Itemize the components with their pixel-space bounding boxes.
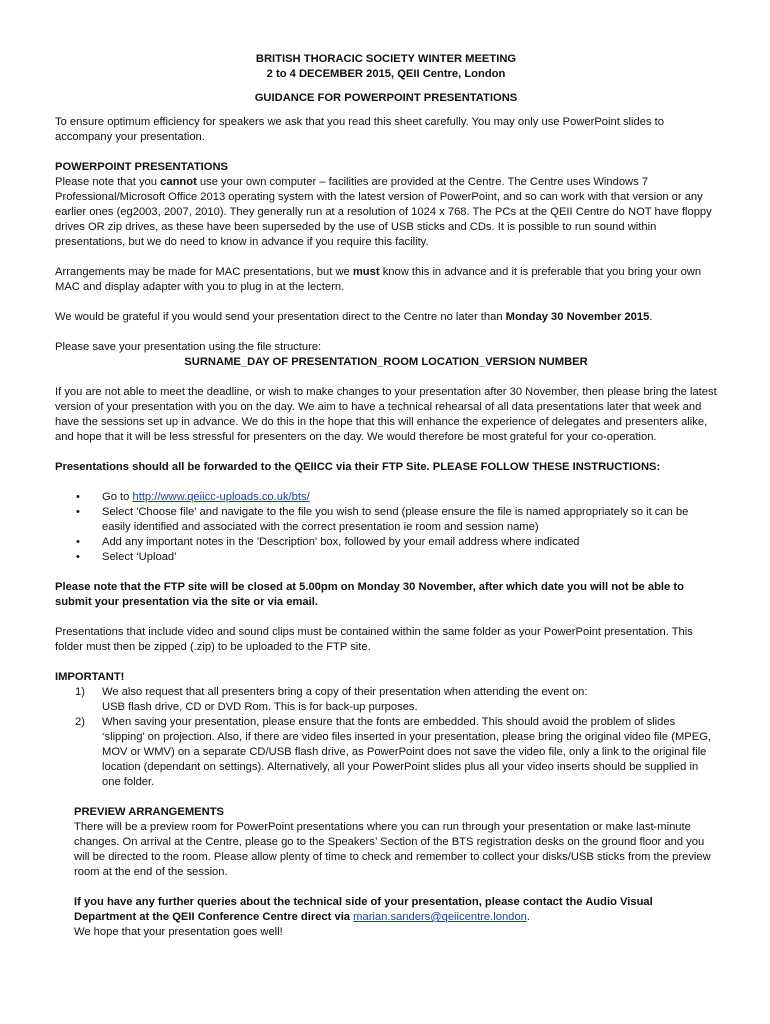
ftp-instructions-heading: Presentations should all be forwarded to the QEIICC via their FTP Site. PLEASE FOLLOW THESE INSTRUCTIONS: <box>55 461 661 473</box>
preview-heading: PREVIEW ARRANGEMENTS <box>74 806 225 818</box>
deadline-date: Monday 30 November 2015 <box>505 311 650 323</box>
powerpoint-heading: POWERPOINT PRESENTATIONS <box>55 161 229 173</box>
video-paragraph: Presentations that include video and sound clips must be contained within the same folder as your PowerPoint presentation. This folder must then be zipped (.zip) to be uploaded to the FTP site. <box>55 626 693 653</box>
file-structure-pattern: SURNAME_DAY OF PRESENTATION_ROOM LOCATION_VERSION NUMBER <box>184 356 588 368</box>
ftp-steps-list <box>55 490 717 565</box>
ftp-upload-link[interactable]: http://www.qeiicc-uploads.co.uk/bts/ <box>132 491 310 503</box>
important-list <box>55 685 717 790</box>
meeting-title: BRITISH THORACIC SOCIETY WINTER MEETING <box>255 53 517 65</box>
mac-paragraph: Arrangements may be made for MAC presentations, but we must know this in advance and it is preferable that you bring your own MAC and display adapter with you to plug in at the lectern. <box>55 266 702 293</box>
bullet-icon: • <box>76 491 80 503</box>
must-emphasis: must <box>352 266 380 278</box>
intro-paragraph: To ensure optimum efficiency for speakers we ask that you read this sheet carefully. You may only use PowerPoint slides to accompany your presentation. <box>55 116 664 143</box>
late-submission-paragraph: If you are not able to meet the deadline, or wish to make changes to your presentation after 30 November, then please bring the latest version of your presentation with you on the day. We aim to have a technical rehearsal of all data presentations later that week and have the sessions set up in advance. We do this in the hope that this will enhance the experience of delegates and presenters alike, and hope that it will be less stressful for presenters on the day. We would therefore be most grateful for your co-operation. <box>55 386 717 443</box>
list-item: • Go to http://www.qeiicc-uploads.co.uk/bts/ <box>76 491 310 503</box>
file-structure-label: Please save your presentation using the file structure: <box>55 341 322 353</box>
list-item: 1) We also request that all presenters bring a copy of their presentation when attending the event on: USB flash drive, CD or DVD Rom. This is for back-up purposes. <box>75 686 588 713</box>
contact-email-link[interactable]: marian.sanders@qeiicentre.london <box>353 911 527 923</box>
document-page <box>55 52 717 940</box>
bullet-icon: • <box>76 506 80 518</box>
deadline-paragraph: We would be grateful if you would send your presentation direct to the Centre no later than Monday 30 November 2015. <box>55 311 653 323</box>
guidance-title: GUIDANCE FOR POWERPOINT PRESENTATIONS <box>254 92 518 104</box>
list-item: • Select 'Choose file' and navigate to the file you wish to send (please ensure the file is named appropriately so it can be easily identified and associated with the correct presentation ie room and session name) <box>76 506 689 533</box>
ftp-closing-notice: Please note that the FTP site will be closed at 5.00pm on Monday 30 November, after which date you will not be able to submit your presentation via the site or via email. <box>55 581 684 608</box>
facilities-paragraph: Please note that you cannot use your own computer – facilities are provided at the Centre. The Centre uses Windows 7 Professional/Microsoft Office 2013 operating system with the latest version of PowerPoint, and so can work with that version or any earlier ones (eg2003, 2007, 2010). They generally run at a resolution of 1024 x 768. The PCs at the QEII Centre do NOT have floppy drives OR zip drives, as these have been superseded by the use of USB sticks and CDs. It is possible to run sound within presentations, but we do need to know in advance if you require this facility. <box>55 176 712 248</box>
closing-line: We hope that your presentation goes well! <box>74 926 283 938</box>
list-item: 2) When saving your presentation, please ensure that the fonts are embedded. This should avoid the problem of slides ‘slipping’ on projection. Also, if there are video files inserted in your presentation, please bring the original video file (MPEG, MOV or WMV) on a separate CD/USB flash drive, as PowerPoint does not save the video file, only a link to the original file location (dependant on settings). Alternatively, all your PowerPoint slides plus all your video inserts should be supplied in one folder. <box>75 716 712 788</box>
bullet-icon: • <box>76 551 80 563</box>
list-item: • Select ‘Upload’ <box>76 551 177 563</box>
list-item: • Add any important notes in the 'Description' box, followed by your email address where indicated <box>76 536 580 548</box>
important-heading: IMPORTANT! <box>55 671 125 683</box>
bullet-icon: • <box>76 536 80 548</box>
meeting-dates: 2 to 4 DECEMBER 2015, QEII Centre, London <box>266 68 506 80</box>
preview-paragraph: There will be a preview room for PowerPoint presentations where you can run through your presentation or make last-minute changes. On arrival at the Centre, please go to the Speakers’ Section of the BTS registration desks on the ground floor and you will be directed to the room. Please allow plenty of time to check and remember to collect your disks/USB sticks from the preview room at the end of the session. <box>74 821 711 878</box>
contact-paragraph: If you have any further queries about the technical side of your presentation, please contact the Audio Visual Department at the QEII Conference Centre direct via marian.sanders@qeiicentre.london. <box>74 896 653 923</box>
cannot-emphasis: cannot <box>160 176 197 188</box>
